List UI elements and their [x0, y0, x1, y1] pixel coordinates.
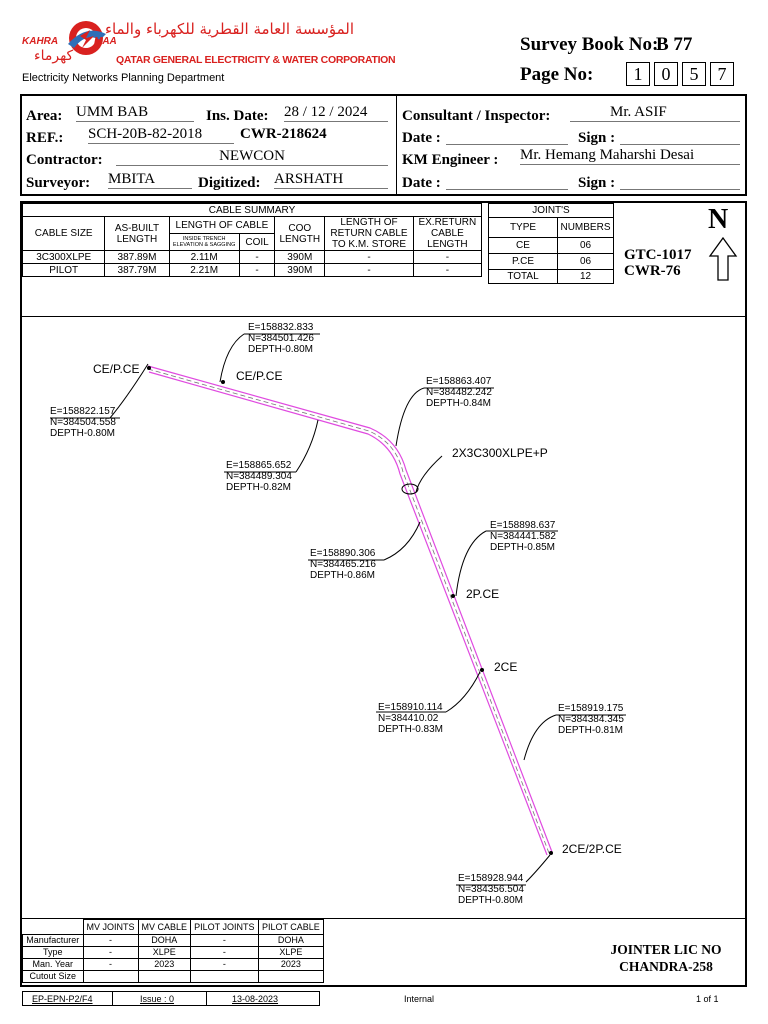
depth: DEPTH-0.80M: [248, 344, 314, 355]
cell: DOHA: [138, 935, 190, 947]
depth: DEPTH-0.82M: [226, 482, 292, 493]
cable-route-line: [148, 366, 552, 852]
col-inside-trench: INSIDE TRENCH ELEVATION & SAGGING: [169, 234, 239, 251]
cell: 06: [558, 238, 614, 254]
materials-table: [22, 919, 324, 983]
cell: 3C300XLPE: [23, 251, 105, 264]
cable-route-line: [148, 369, 549, 853]
footer-issue: Issue : 0: [140, 994, 175, 1004]
cell: XLPE: [258, 947, 323, 959]
leader-line: [384, 522, 420, 560]
surveyor-value: MBITA: [108, 171, 192, 189]
page-no-label: Page No:: [520, 64, 594, 85]
easting: E=158890.306: [310, 548, 376, 559]
route-marker: [402, 484, 418, 494]
easting: E=158919.175: [558, 703, 624, 714]
joint-label: 2CE/2P.CE: [562, 842, 622, 856]
leader-line: [526, 855, 550, 882]
leader-line: [416, 456, 442, 492]
leader-line: [524, 715, 556, 760]
sign-label-1: Sign :: [578, 130, 616, 146]
km-engineer-value: Mr. Hemang Maharshi Desai: [520, 147, 740, 165]
joint-label: CE/P.CE: [236, 369, 283, 383]
coord-label: [378, 702, 443, 735]
joint-marker: [480, 668, 484, 672]
empty-header: [23, 920, 84, 935]
ref-label: REF.:: [26, 130, 64, 146]
cell: [258, 971, 323, 983]
ref-value: SCH-20B-82-2018: [88, 126, 234, 144]
jointer-line-1: JOINTER LIC NO: [610, 942, 722, 957]
cell: [138, 971, 190, 983]
date-label-1: Date :: [402, 130, 441, 146]
logo-kahra-text: KAHRA: [22, 36, 59, 47]
contractor-value: NEWCON: [116, 148, 388, 166]
col-pilot-cable: PILOT CABLE: [258, 920, 323, 935]
cell: -: [413, 251, 481, 264]
easting: E=158832.833: [248, 322, 314, 333]
col-as-built: AS-BUILT LENGTH: [105, 217, 169, 251]
footer-classification: Internal: [404, 994, 435, 1004]
jointer-line-2: CHANDRA-258: [619, 959, 713, 974]
coord-label: [426, 376, 492, 409]
cell: 390M: [275, 251, 325, 264]
joint-marker: [221, 380, 225, 384]
coord-label: [310, 548, 376, 581]
col-cable-size: CABLE SIZE: [23, 217, 105, 251]
cell: 2.21M: [169, 264, 239, 277]
cell: XLPE: [138, 947, 190, 959]
col-pilot-joints: PILOT JOINTS: [190, 920, 258, 935]
col-return: LENGTH OF RETURN CABLE TO K.M. STORE: [325, 217, 414, 251]
footer-divider: [206, 991, 207, 1006]
cell: -: [83, 935, 138, 947]
easting: E=158898.637: [490, 520, 556, 531]
row-label: Manufacturer: [23, 935, 84, 947]
logo-arabic-short: كهرماء: [34, 48, 74, 64]
table-row: [23, 947, 324, 959]
col-mv-joints: MV JOINTS: [83, 920, 138, 935]
depth: DEPTH-0.85M: [490, 542, 556, 553]
easting: E=158822.157: [50, 406, 116, 417]
joint-marker: [451, 594, 455, 598]
northing: N=384501.426: [248, 333, 314, 344]
leader-line: [446, 672, 480, 712]
cable-summary-title: CABLE SUMMARY: [23, 204, 482, 217]
easting: E=158863.407: [426, 376, 492, 387]
footer-page: 1 of 1: [696, 994, 719, 1004]
cell: -: [190, 947, 258, 959]
gtc-line-1: GTC-1017: [624, 247, 692, 263]
ins-date-value: 28 / 12 / 2024: [284, 104, 388, 122]
depth: DEPTH-0.83M: [378, 724, 444, 735]
consultant-label: Consultant / Inspector:: [402, 108, 551, 124]
northing: N=384489.304: [226, 471, 292, 482]
northing: N=384356.504: [458, 884, 524, 895]
northing: N=384384.345: [558, 714, 624, 725]
col-mv-cable: MV CABLE: [138, 920, 190, 935]
depth: DEPTH-0.80M: [50, 428, 116, 439]
cell: -: [190, 959, 258, 971]
surveyor-label: Surveyor:: [26, 175, 91, 191]
cable-type-label: 2X3C300XLPE+P: [452, 446, 548, 460]
consultant-value: Mr. ASIF: [570, 104, 740, 122]
area-label: Area:: [26, 108, 63, 124]
gtc-line-2: CWR-76: [624, 263, 681, 279]
leader-line: [396, 388, 424, 446]
page-digit: 0: [654, 62, 678, 86]
joint-label: 2P.CE: [466, 587, 500, 601]
logo-maa-text: MAA: [94, 36, 117, 47]
digitized-label: Digitized:: [198, 175, 261, 191]
joint-marker: [549, 851, 553, 855]
cell: -: [190, 935, 258, 947]
table-row: [23, 935, 324, 947]
cell: -: [83, 959, 138, 971]
cell: [83, 971, 138, 983]
easting: E=158865.652: [226, 460, 292, 471]
joint-marker: [147, 366, 151, 370]
row-label: Cutout Size: [23, 971, 84, 983]
cell: TOTAL: [489, 270, 558, 284]
col-length-of-cable: LENGTH OF CABLE: [169, 217, 275, 234]
leader-line: [296, 420, 318, 472]
cell: 390M: [275, 264, 325, 277]
table-row: [23, 959, 324, 971]
joint-label: CE/P.CE: [93, 362, 140, 376]
cell: -: [413, 264, 481, 277]
cell: 2023: [258, 959, 323, 971]
page-digit: 5: [682, 62, 706, 86]
contractor-label: Contractor:: [26, 152, 103, 168]
footer-date: 13-08-2023: [232, 994, 279, 1004]
ins-date-label: Ins. Date:: [206, 108, 269, 124]
date-label-2: Date :: [402, 175, 441, 191]
coord-label: [490, 520, 556, 553]
cell: P.CE: [489, 254, 558, 270]
northing: N=384504.558: [50, 417, 116, 428]
cell: -: [239, 251, 275, 264]
coord-label: [248, 322, 314, 355]
northing: N=384410.02: [378, 713, 439, 724]
coord-label: [226, 460, 292, 493]
joints-title: JOINT'S: [489, 204, 614, 218]
sign-label-2: Sign :: [578, 175, 616, 191]
col-numbers: NUMBERS: [558, 218, 614, 238]
cwr-value: CWR-218624: [240, 126, 327, 142]
cell: -: [83, 947, 138, 959]
depth: DEPTH-0.86M: [310, 570, 376, 581]
north-letter: N: [708, 204, 729, 235]
cell: 12: [558, 270, 614, 284]
table-row: [23, 971, 324, 983]
joint-label: 2CE: [494, 660, 518, 674]
survey-book-value: B 77: [656, 34, 693, 55]
logo-corp-name: QATAR GENERAL ELECTRICITY & WATER CORPORATION: [116, 54, 396, 66]
cell: CE: [489, 238, 558, 254]
cell: 387.89M: [105, 251, 169, 264]
cell: [190, 971, 258, 983]
cell: 2023: [138, 959, 190, 971]
col-type: TYPE: [489, 218, 558, 238]
cell: -: [325, 251, 414, 264]
cell: 06: [558, 254, 614, 270]
digitized-value: ARSHATH: [274, 171, 388, 189]
easting: E=158910.114: [378, 702, 443, 713]
cell: 2.11M: [169, 251, 239, 264]
row-label: Man. Year: [23, 959, 84, 971]
depth: DEPTH-0.84M: [426, 398, 492, 409]
cell: PILOT: [23, 264, 105, 277]
cell: -: [239, 264, 275, 277]
footer-divider: [112, 991, 113, 1006]
cell: DOHA: [258, 935, 323, 947]
col-coil: COIL: [239, 234, 275, 251]
area-value: UMM BAB: [76, 104, 194, 122]
northing: N=384441.582: [490, 531, 556, 542]
coord-label: [558, 703, 624, 736]
coord-label: [458, 873, 524, 906]
easting: E=158928.944: [458, 873, 524, 884]
northing: N=384465.216: [310, 559, 376, 570]
cell: 387.79M: [105, 264, 169, 277]
footer-form-no: EP-EPN-P2/F4: [32, 994, 93, 1004]
cable-route-line: [149, 372, 547, 855]
northing: N=384482.242: [426, 387, 492, 398]
depth: DEPTH-0.81M: [558, 725, 624, 736]
page-digit: 1: [626, 62, 650, 86]
depth: DEPTH-0.80M: [458, 895, 524, 906]
logo-arabic-name: المؤسسة العامة القطرية للكهرباء والماء: [104, 20, 354, 38]
col-coo: COO LENGTH: [275, 217, 325, 251]
department-name: Electricity Networks Planning Department: [22, 72, 225, 84]
survey-book-label: Survey Book No:: [520, 34, 659, 55]
km-engineer-label: KM Engineer :: [402, 152, 499, 168]
cell: -: [325, 264, 414, 277]
col-ex-return: EX.RETURN CABLE LENGTH: [413, 217, 481, 251]
coord-label: [50, 406, 116, 439]
footer-box: [22, 991, 320, 1006]
row-label: Type: [23, 947, 84, 959]
page-digit: 7: [710, 62, 734, 86]
